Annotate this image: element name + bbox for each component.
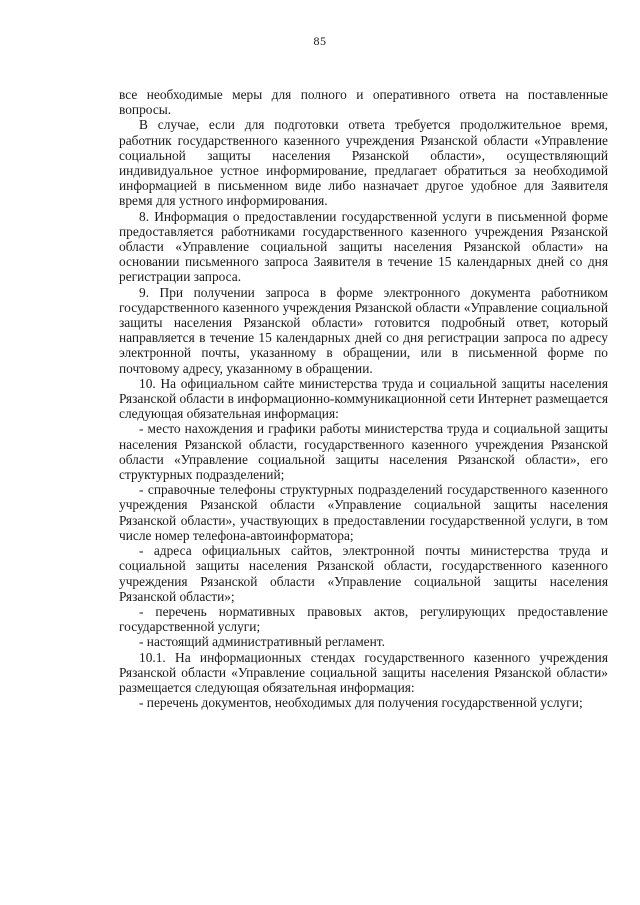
page-number: 85 (313, 34, 327, 48)
paragraph-item-8: 8. Информация о предоставлении государственной услуги в письменной форме предоставляется работниками государственного казенного учреждения Рязанской области «Управление социальной защиты населения Рязанской области» на основании письменного запроса Заявителя в течение 15 календарных дней со дня регистрации запроса. (119, 208, 608, 285)
list-item-legal-acts: - перечень нормативных правовых актов, регулирующих предоставление государственной услуги; (119, 603, 608, 635)
list-item-location-schedules: - место нахождения и графики работы министерства труда и социальной защиты населения Рязанской области, государственного казенного учреждения Рязанской области «Управление социальной защиты населения Рязанской области», его структурных подразделений; (119, 421, 608, 483)
list-item-reference-phones: - справочные телефоны структурных подразделений государственного казенного учреждения Рязанской области «Управление социальной защиты населения Рязанской области», участвующих в предоставлении государственной услуги, в том числе номер телефона-автоинформатора; (119, 482, 608, 543)
paragraph-item-9: 9. При получении запроса в форме электронного документа работником государственного казенного учреждения Рязанской области «Управление социальной защиты населения Рязанской области» готовится подробный ответ, который направляется в течение 15 календарных дней со дня регистрации запроса по адресу электронной почты, указанному в обращении, или в письменной форме по почтовому адресу, указанному в обращении. (119, 284, 608, 376)
paragraph-item-10: 10. На официальном сайте министерства труда и социальной защиты населения Рязанской области в информационно-коммуникационной сети Интернет размещается следующая обязательная информация: (119, 375, 608, 422)
document-body (119, 87, 608, 710)
list-item-regulation: - настоящий административный регламент. (139, 634, 385, 650)
paragraph-item-10-1: 10.1. На информационных стендах государственного казенного учреждения Рязанской области «Управление социальной защиты населения Рязанской области» размещается следующая обязательная информация: (119, 649, 608, 695)
list-item-websites-emails: - адреса официальных сайтов, электронной почты министерства труда и социальной защиты населения Рязанской области, государственного казенного учреждения Рязанской области «Управление социальной защиты населения Рязанской области»; (119, 543, 608, 604)
list-item-required-documents: - перечень документов, необходимых для получения государственной услуги; (139, 695, 583, 711)
paragraph-long-answer-time: В случае, если для подготовки ответа требуется продолжительное время, работник государственного казенного учреждения Рязанской области «Управление социальной защиты населения Рязанской области», осуществляющий индивидуальное устное информирование, предлагает обратиться за необходимой информацией в письменном виде либо назначает другое удобное для Заявителя время для устного информирования. (119, 117, 608, 209)
paragraph-continuation: все необходимые меры для полного и оперативного ответа на поставленные вопросы. (119, 87, 608, 118)
